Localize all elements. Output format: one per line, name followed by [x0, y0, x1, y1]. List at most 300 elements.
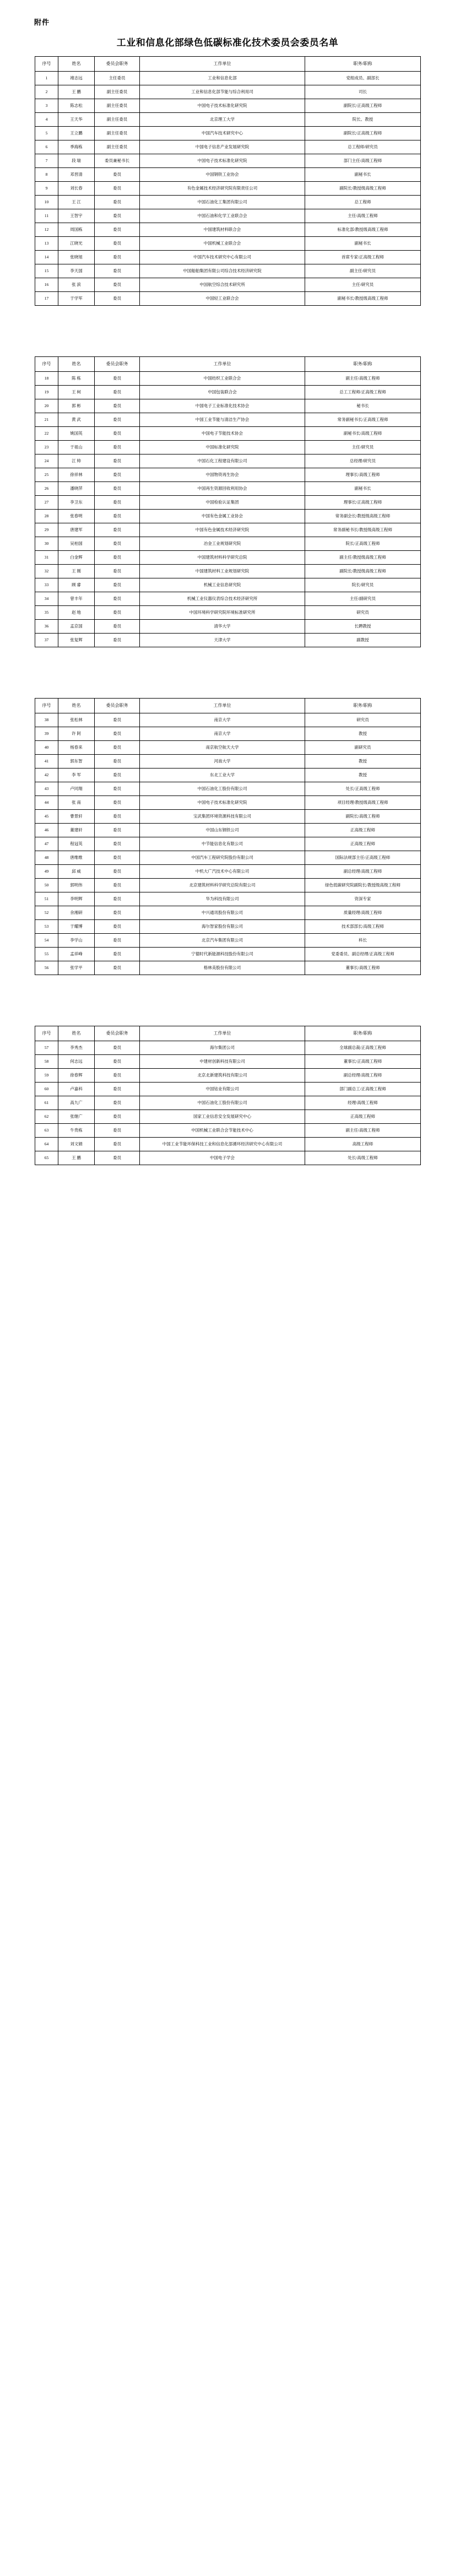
cell-org: 中国石油化工股份有限公司 [140, 1096, 305, 1110]
cell-title: 董事长/高级工程师 [305, 961, 421, 975]
cell-org: 中国再生资源回收利用协会 [140, 482, 305, 496]
cell-name: 徐祥林 [58, 468, 95, 482]
cell-name: 程冠英 [58, 837, 95, 851]
block-spacer [0, 975, 455, 1026]
cell-org: 南京航空航天大学 [140, 741, 305, 755]
cell-org: 中国石油化工股份有限公司 [140, 782, 305, 796]
attachment-label: 附件 [34, 18, 50, 26]
table-row [35, 99, 421, 113]
col-header-name: 姓名 [58, 699, 95, 713]
cell-index: 17 [35, 292, 58, 306]
table-row [35, 1055, 421, 1069]
cell-org: 国家工业信息安全发展研究中心 [140, 1110, 305, 1124]
cell-index: 11 [35, 209, 58, 223]
table-row [35, 961, 421, 975]
cell-name: 张 南 [58, 796, 95, 810]
cell-org: 格林美股份有限公司 [140, 961, 305, 975]
cell-index: 15 [35, 264, 58, 278]
table-row [35, 523, 421, 537]
cell-name: 郭明伟 [58, 879, 95, 892]
cell-index: 46 [35, 824, 58, 837]
cell-title: 教授 [305, 769, 421, 782]
cell-name: 郭 彬 [58, 399, 95, 413]
cell-index: 62 [35, 1110, 58, 1124]
cell-role: 委员 [95, 1138, 140, 1151]
cell-index: 13 [35, 237, 58, 251]
cell-name: 邓晋清 [58, 168, 95, 182]
cell-org: 河南大学 [140, 755, 305, 769]
col-header-name: 姓名 [58, 357, 95, 372]
cell-title: 副教授 [305, 634, 421, 647]
cell-name: 曾丰年 [58, 592, 95, 606]
table-row [35, 741, 421, 755]
table-row [35, 264, 421, 278]
cell-name: 李学山 [58, 934, 95, 948]
table-row [35, 606, 421, 620]
cell-name: 张复辉 [58, 634, 95, 647]
cell-role: 委员 [95, 782, 140, 796]
cell-title: 副秘书长 [305, 482, 421, 496]
cell-org: 中国石油和化学工业联合会 [140, 209, 305, 223]
cell-org: 中国电子工业标准化技术协会 [140, 399, 305, 413]
cell-role: 委员 [95, 592, 140, 606]
cell-title: 副主任/高级工程师 [305, 372, 421, 386]
cell-index: 19 [35, 386, 58, 399]
cell-org: 天津大学 [140, 634, 305, 647]
cell-role: 委员 [95, 1151, 140, 1165]
cell-role: 委员 [95, 251, 140, 264]
cell-role: 副主任委员 [95, 113, 140, 127]
cell-index: 34 [35, 592, 58, 606]
cell-role: 委员 [95, 865, 140, 879]
cell-index: 9 [35, 182, 58, 196]
cell-org: 宁德时代新能源科技股份有限公司 [140, 948, 305, 961]
table-row [35, 796, 421, 810]
cell-org: 中国船舶集团有限公司综合技术经济研究院 [140, 264, 305, 278]
col-header-name: 姓名 [58, 1026, 95, 1041]
cell-name: 李明辉 [58, 892, 95, 906]
cell-role: 委员 [95, 427, 140, 441]
cell-role: 委员 [95, 755, 140, 769]
table-row [35, 769, 421, 782]
table-header-row [35, 357, 421, 372]
table-row [35, 441, 421, 454]
cell-name: 张春明 [58, 510, 95, 523]
cell-name: 曹景轩 [58, 810, 95, 824]
cell-index: 14 [35, 251, 58, 264]
cell-name: 邱 威 [58, 865, 95, 879]
table-row [35, 496, 421, 510]
table-row [35, 1110, 421, 1124]
cell-title: 副研究员 [305, 741, 421, 755]
cell-index: 41 [35, 755, 58, 769]
cell-role: 委员 [95, 769, 140, 782]
cell-title: 理事长/正高级工程师 [305, 496, 421, 510]
cell-org: 中国包装联合会 [140, 386, 305, 399]
table-row [35, 755, 421, 769]
table-row [35, 1138, 421, 1151]
cell-title: 经理/高级工程师 [305, 1096, 421, 1110]
cell-title: 标准化部/教授级高级工程师 [305, 223, 421, 237]
table-row [35, 1096, 421, 1110]
table-row [35, 209, 421, 223]
cell-title: 副院长/正高级工程师 [305, 99, 421, 113]
roster-table [35, 1026, 421, 1165]
cell-title: 质量经理/高级工程师 [305, 906, 421, 920]
cell-index: 60 [35, 1083, 58, 1096]
cell-org: 中国环境科学研究院环境标准研究所 [140, 606, 305, 620]
cell-role: 副主任委员 [95, 99, 140, 113]
table-row [35, 1041, 421, 1055]
col-header-name: 姓名 [58, 57, 95, 72]
cell-name: 刘文娟 [58, 1138, 95, 1151]
cell-role: 委员 [95, 1110, 140, 1124]
cell-title: 总工工程师/正高级工程师 [305, 386, 421, 399]
cell-name: 郭东智 [58, 755, 95, 769]
cell-index: 25 [35, 468, 58, 482]
table-row [35, 113, 421, 127]
cell-index: 1 [35, 72, 58, 85]
cell-org: 中国纺织工业联合会 [140, 372, 305, 386]
cell-org: 中国建筑材料科学研究总院 [140, 551, 305, 565]
block-spacer [0, 647, 455, 698]
cell-org: 中国物资再生协会 [140, 468, 305, 482]
table-header-row [35, 57, 421, 72]
cell-name: 王 柯 [58, 386, 95, 399]
cell-index: 42 [35, 769, 58, 782]
cell-name: 张学平 [58, 961, 95, 975]
cell-index: 48 [35, 851, 58, 865]
table-row [35, 1151, 421, 1165]
cell-title: 处长/正高级工程师 [305, 782, 421, 796]
col-header-role: 委员会职务 [95, 57, 140, 72]
cell-index: 20 [35, 399, 58, 413]
cell-title: 常务副会长/教授级高级工程师 [305, 510, 421, 523]
cell-name: 孟京国 [58, 620, 95, 634]
table-row [35, 454, 421, 468]
table-row [35, 810, 421, 824]
cell-name: 王 鹏 [58, 1151, 95, 1165]
cell-title: 副院长/教授级高级工程师 [305, 182, 421, 196]
cell-org: 中国电子节能技术协会 [140, 427, 305, 441]
roster-body-2 [35, 372, 421, 647]
table-row [35, 865, 421, 879]
table-row [35, 934, 421, 948]
roster-block-2 [35, 356, 420, 647]
cell-index: 31 [35, 551, 58, 565]
cell-org: 华为科技有限公司 [140, 892, 305, 906]
cell-name: 李秀杰 [58, 1041, 95, 1055]
cell-org: 清华大学 [140, 620, 305, 634]
cell-index: 24 [35, 454, 58, 468]
cell-role: 委员兼秘书长 [95, 154, 140, 168]
cell-name: 于学军 [58, 292, 95, 306]
roster-body-4 [35, 1041, 421, 1165]
cell-index: 38 [35, 713, 58, 727]
cell-role: 委员 [95, 196, 140, 209]
table-row [35, 892, 421, 906]
cell-role: 主任委员 [95, 72, 140, 85]
cell-role: 委员 [95, 399, 140, 413]
cell-title: 副院长/高级工程师 [305, 810, 421, 824]
cell-name: 李卫东 [58, 496, 95, 510]
cell-name: 董建轩 [58, 824, 95, 837]
cell-org: 中国电子技术标准化研究院 [140, 796, 305, 810]
cell-org: 机械工业信息研究院 [140, 578, 305, 592]
table-row [35, 824, 421, 837]
cell-org: 中国机械工业联合会节能技术中心 [140, 1124, 305, 1138]
table-row [35, 168, 421, 182]
table-row [35, 223, 421, 237]
roster-table [35, 56, 421, 306]
cell-org: 中国汽车技术研究中心有限公司 [140, 251, 305, 264]
block-spacer [0, 306, 455, 356]
cell-index: 55 [35, 948, 58, 961]
table-header-row [35, 699, 421, 713]
cell-role: 委员 [95, 892, 140, 906]
cell-role: 委员 [95, 496, 140, 510]
roster-block-4 [35, 1026, 420, 1165]
cell-role: 委员 [95, 386, 140, 399]
cell-index: 12 [35, 223, 58, 237]
cell-role: 委员 [95, 372, 140, 386]
cell-role: 委员 [95, 824, 140, 837]
cell-title: 总工程师 [305, 196, 421, 209]
cell-role: 委员 [95, 837, 140, 851]
cell-org: 中国工业节能与清洁生产协会 [140, 413, 305, 427]
cell-role: 委员 [95, 879, 140, 892]
cell-index: 30 [35, 537, 58, 551]
cell-org: 中国轻工业联合会 [140, 292, 305, 306]
cell-index: 51 [35, 892, 58, 906]
cell-role: 委员 [95, 727, 140, 741]
cell-org: 有色金属技术经济研究院有限责任公司 [140, 182, 305, 196]
cell-role: 委员 [95, 1083, 140, 1096]
cell-org: 冶金工业规划研究院 [140, 537, 305, 551]
col-header-index: 序号 [35, 57, 58, 72]
cell-index: 8 [35, 168, 58, 182]
cell-role: 委员 [95, 551, 140, 565]
cell-role: 委员 [95, 906, 140, 920]
cell-index: 53 [35, 920, 58, 934]
table-row [35, 551, 421, 565]
cell-index: 5 [35, 127, 58, 140]
page-title: 工业和信息化部绿色低碳标准化技术委员会委员名单 [116, 37, 339, 48]
cell-name: 姚国英 [58, 427, 95, 441]
cell-name: 王立鹏 [58, 127, 95, 140]
table-row [35, 510, 421, 523]
cell-index: 22 [35, 427, 58, 441]
table-row [35, 72, 421, 85]
cell-name: 高九广 [58, 1096, 95, 1110]
cell-title: 研究员 [305, 713, 421, 727]
cell-index: 23 [35, 441, 58, 454]
cell-org: 海尔智家股份有限公司 [140, 920, 305, 934]
cell-index: 50 [35, 879, 58, 892]
cell-role: 委员 [95, 454, 140, 468]
cell-org: 中国电子技术标准化研究院 [140, 99, 305, 113]
cell-title: 国际法规部主任/正高级工程师 [305, 851, 421, 865]
cell-index: 49 [35, 865, 58, 879]
cell-name: 于耀博 [58, 920, 95, 934]
cell-title: 总工程师/研究员 [305, 140, 421, 154]
col-header-title: 职务/职称 [305, 57, 421, 72]
table-row [35, 251, 421, 264]
cell-title: 副主任/研究员 [305, 264, 421, 278]
cell-title: 院长/正高级工程师 [305, 537, 421, 551]
cell-name: 江 帅 [58, 454, 95, 468]
cell-title: 主任/研究员 [305, 441, 421, 454]
cell-index: 39 [35, 727, 58, 741]
table-row [35, 948, 421, 961]
cell-org: 工业和信息化部节能与综合利用司 [140, 85, 305, 99]
cell-org: 中国电子信息产业发展研究院 [140, 140, 305, 154]
cell-role: 委员 [95, 1069, 140, 1083]
cell-title: 部门主任/高级工程师 [305, 154, 421, 168]
cell-name: 李天国 [58, 264, 95, 278]
cell-org: 中国建筑材料工业规划研究院 [140, 565, 305, 578]
cell-role: 委员 [95, 278, 140, 292]
table-row [35, 565, 421, 578]
cell-org: 中节能信息化有限公司 [140, 837, 305, 851]
table-row [35, 386, 421, 399]
cell-title: 秘书长 [305, 399, 421, 413]
table-row [35, 620, 421, 634]
cell-index: 26 [35, 482, 58, 496]
table-row [35, 85, 421, 99]
cell-title: 党委委员、副总经理/正高级工程师 [305, 948, 421, 961]
cell-name: 孟祥峰 [58, 948, 95, 961]
cell-role: 委员 [95, 182, 140, 196]
cell-role: 委员 [95, 1041, 140, 1055]
cell-index: 58 [35, 1055, 58, 1069]
cell-name: 王天华 [58, 113, 95, 127]
cell-name: 顾 睿 [58, 578, 95, 592]
cell-name: 陈志松 [58, 99, 95, 113]
cell-index: 57 [35, 1041, 58, 1055]
cell-title: 司长 [305, 85, 421, 99]
cell-org: 中国工业节能环保科技工业和信息化部循环经济研究中心有限公司 [140, 1138, 305, 1151]
cell-name: 张 滨 [58, 278, 95, 292]
cell-title: 副秘书长/高级工程师 [305, 427, 421, 441]
cell-index: 16 [35, 278, 58, 292]
cell-title: 院长/研究员 [305, 578, 421, 592]
cell-role: 委员 [95, 537, 140, 551]
col-header-title: 职务/职称 [305, 1026, 421, 1041]
col-header-role: 委员会职务 [95, 699, 140, 713]
cell-role: 委员 [95, 209, 140, 223]
table-row [35, 140, 421, 154]
col-header-index: 序号 [35, 357, 58, 372]
cell-index: 18 [35, 372, 58, 386]
cell-name: 王 刚 [58, 565, 95, 578]
table-row [35, 713, 421, 727]
table-row [35, 879, 421, 892]
col-header-org: 工作单位 [140, 357, 305, 372]
cell-org: 机械工业仪器仪表综合技术经济研究所 [140, 592, 305, 606]
cell-org: 中国有色金属技术经济研究院 [140, 523, 305, 537]
cell-name: 唐维维 [58, 851, 95, 865]
cell-index: 43 [35, 782, 58, 796]
table-row [35, 468, 421, 482]
cell-org: 中国石油化工集团有限公司 [140, 196, 305, 209]
cell-title: 正高级工程师 [305, 837, 421, 851]
table-row [35, 154, 421, 168]
cell-role: 委员 [95, 634, 140, 647]
cell-name: 卢同翔 [58, 782, 95, 796]
cell-title: 教授 [305, 727, 421, 741]
cell-role: 委员 [95, 1055, 140, 1069]
col-header-index: 序号 [35, 1026, 58, 1041]
cell-title: 副总经理/高级工程师 [305, 865, 421, 879]
cell-role: 委员 [95, 920, 140, 934]
cell-org: 东北工业大学 [140, 769, 305, 782]
cell-name: 徐春辉 [58, 1069, 95, 1083]
cell-name: 卢嘉科 [58, 1083, 95, 1096]
cell-title: 首席专家/正高级工程师 [305, 251, 421, 264]
cell-role: 委员 [95, 796, 140, 810]
cell-index: 28 [35, 510, 58, 523]
cell-index: 7 [35, 154, 58, 168]
cell-index: 10 [35, 196, 58, 209]
cell-role: 委员 [95, 223, 140, 237]
cell-org: 中国检验认证集团 [140, 496, 305, 510]
cell-org: 中国电子学会 [140, 1151, 305, 1165]
cell-title: 常务副秘书长/正高级工程师 [305, 413, 421, 427]
cell-org: 宝武集团环境资源科技有限公司 [140, 810, 305, 824]
table-row [35, 182, 421, 196]
col-header-role: 委员会职务 [95, 357, 140, 372]
cell-title: 部门副总工/正高级工程师 [305, 1083, 421, 1096]
cell-org: 中建材创新科技有限公司 [140, 1055, 305, 1069]
cell-org: 北京汽车集团有限公司 [140, 934, 305, 948]
cell-role: 委员 [95, 948, 140, 961]
cell-title: 教授 [305, 755, 421, 769]
cell-role: 委员 [95, 292, 140, 306]
cell-role: 委员 [95, 523, 140, 537]
cell-title: 常务副秘书长/教授级高级工程师 [305, 523, 421, 537]
cell-org: 中国电子技术标准化研究院 [140, 154, 305, 168]
col-header-title: 职务/职称 [305, 357, 421, 372]
cell-title: 研究员 [305, 606, 421, 620]
cell-org: 北京理工大学 [140, 113, 305, 127]
roster-table [35, 698, 421, 975]
cell-org: 中国航空综合技术研究所 [140, 278, 305, 292]
cell-org: 中国钴业有限公司 [140, 1083, 305, 1096]
col-header-org: 工作单位 [140, 699, 305, 713]
cell-title: 全球副总裁/正高级工程师 [305, 1041, 421, 1055]
cell-name: 吴柏国 [58, 537, 95, 551]
table-row [35, 906, 421, 920]
cell-name: 杨春来 [58, 741, 95, 755]
col-header-org: 工作单位 [140, 57, 305, 72]
table-row [35, 237, 421, 251]
cell-org: 中国机械工业联合会 [140, 237, 305, 251]
cell-title: 副院长/教授级高级工程师 [305, 565, 421, 578]
cell-name: 王 江 [58, 196, 95, 209]
cell-role: 委员 [95, 578, 140, 592]
cell-title: 副总经理/高级工程师 [305, 1069, 421, 1083]
cell-name: 江晓光 [58, 237, 95, 251]
cell-index: 6 [35, 140, 58, 154]
cell-index: 33 [35, 578, 58, 592]
cell-index: 65 [35, 1151, 58, 1165]
cell-role: 委员 [95, 441, 140, 454]
col-header-index: 序号 [35, 699, 58, 713]
col-header-role: 委员会职务 [95, 1026, 140, 1041]
cell-index: 4 [35, 113, 58, 127]
cell-title: 副主任/高级工程师 [305, 1124, 421, 1138]
